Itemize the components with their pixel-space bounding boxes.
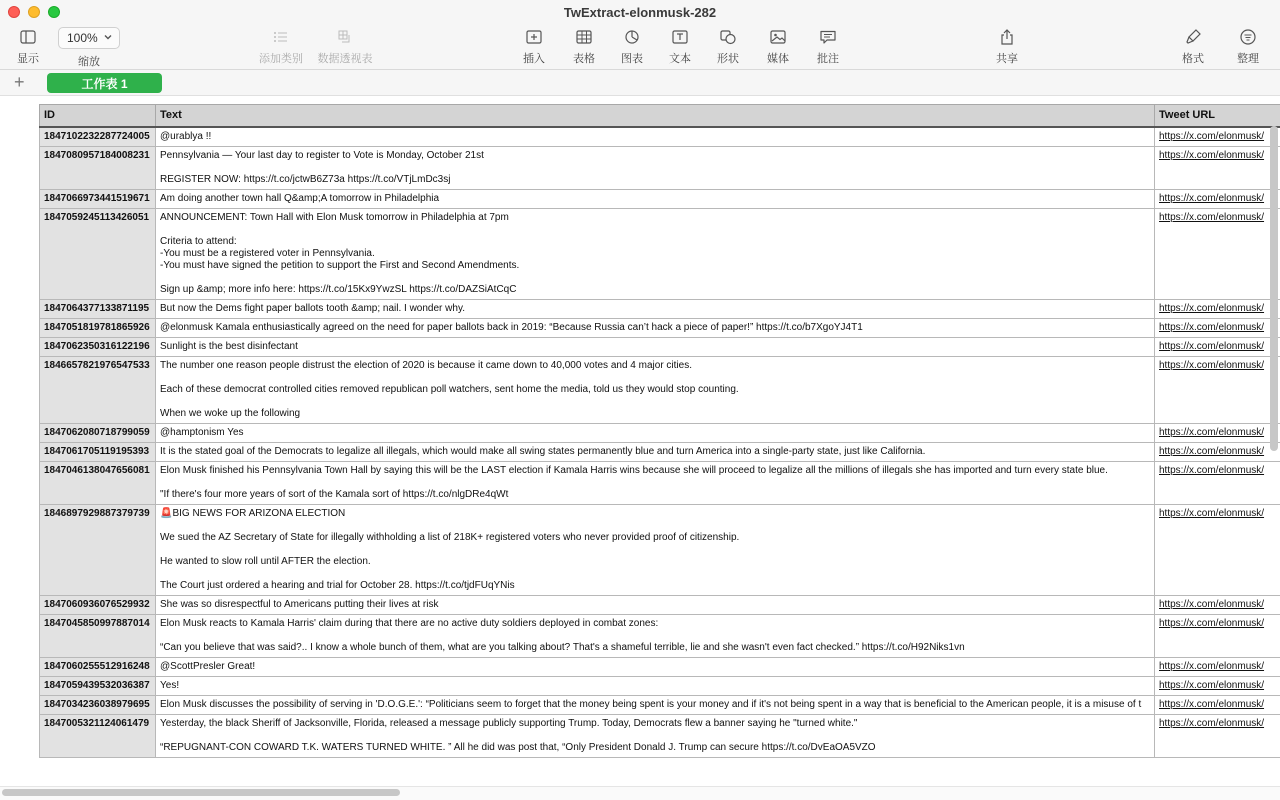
cell-text[interactable]: Yes! (156, 676, 1155, 695)
organize-button[interactable] (1234, 28, 1262, 68)
insert-button[interactable] (520, 28, 548, 68)
cell-id[interactable]: 1847066973441519671 (40, 189, 156, 208)
horizontal-scrollbar[interactable] (2, 789, 400, 796)
table-row (40, 695, 1280, 714)
add-sheet-button[interactable]: + (14, 72, 25, 92)
image-icon (767, 28, 789, 46)
cell-text[interactable]: Pennsylvania — Your last day to register to Vote is Monday, October 21st REGISTER NOW: https://t.co/jctwB6Z73a https://t.co/VTjLmDc3sj (156, 146, 1155, 189)
toolbar (0, 0, 1280, 70)
cell-url[interactable]: https://x.com/elonmusk/ (1155, 442, 1280, 461)
table-button[interactable] (570, 28, 598, 68)
table-row (40, 208, 1280, 299)
view-label: 显示 (17, 53, 39, 65)
header-url[interactable]: Tweet URL (1155, 105, 1280, 127)
cell-text[interactable]: @hamptonism Yes (156, 423, 1155, 442)
text-label: 文本 (669, 53, 691, 65)
comment-button[interactable] (814, 28, 842, 68)
header-text[interactable]: Text (156, 105, 1155, 127)
cell-url[interactable]: https://x.com/elonmusk/ (1155, 356, 1280, 423)
comment-icon (817, 28, 839, 46)
cell-url[interactable]: https://x.com/elonmusk/ (1155, 127, 1280, 147)
list-icon (270, 28, 292, 46)
text-box-icon (669, 28, 691, 46)
sheet-tab-bar (0, 70, 1280, 96)
cell-id[interactable]: 1847064377133871195 (40, 299, 156, 318)
table-row (40, 337, 1280, 356)
cell-id[interactable]: 1847060255512916248 (40, 657, 156, 676)
comment-label: 批注 (817, 53, 839, 65)
sidebar-icon (17, 28, 39, 46)
cell-id[interactable]: 1847102232287724005 (40, 127, 156, 147)
sheet-tab-1[interactable]: 工作表 1 (47, 73, 162, 93)
cell-url[interactable]: https://x.com/elonmusk/ (1155, 695, 1280, 714)
table-row (40, 299, 1280, 318)
cell-text[interactable]: It is the stated goal of the Democrats to legalize all illegals, which would make all swing states permanently blue and turn America into a single-party state, just like California. (156, 442, 1155, 461)
organize-icon (1237, 28, 1259, 46)
cell-text[interactable]: The number one reason people distrust the election of 2020 is because it came down to 40,000 votes and 4 major cities. Each of these democrat controlled cities removed republican poll watchers, sent home the media, told us they would stop counting. When we woke up the following (156, 356, 1155, 423)
table-row (40, 461, 1280, 504)
cell-text[interactable]: Yesterday, the black Sheriff of Jacksonville, Florida, released a message publicly supporting Trump. Today, Democrats flew a banner saying he "turned white." “REPUGNANT-CON COWARD T.K. WATERS TURNED WHITE. ” All he did was post that, “Only President Donald J. Trump can secure https://t.co/DvEaOA5VZO (156, 714, 1155, 757)
cell-id[interactable]: 1847062350316122196 (40, 337, 156, 356)
table-row (40, 127, 1280, 147)
table-row (40, 595, 1280, 614)
media-label: 媒体 (767, 53, 789, 65)
table-body (40, 127, 1280, 758)
table-row (40, 356, 1280, 423)
cell-url[interactable]: https://x.com/elonmusk/ (1155, 208, 1280, 299)
pivot-icon (334, 28, 356, 46)
table-icon (573, 28, 595, 46)
cell-text[interactable]: @elonmusk Kamala enthusiastically agreed on the need for paper ballots back in 2019: “Because Russia can’t hack a piece of paper!” https://t.co/b7XgoYJ4T1 (156, 318, 1155, 337)
shape-label: 形状 (717, 53, 739, 65)
share-button[interactable] (993, 28, 1021, 68)
cell-url[interactable]: https://x.com/elonmusk/ (1155, 595, 1280, 614)
table-label: 表格 (573, 53, 595, 65)
header-row (40, 105, 1280, 127)
table-row (40, 146, 1280, 189)
table-row (40, 657, 1280, 676)
format-button[interactable] (1179, 28, 1207, 68)
window-title: TwExtract-elonmusk-282 (563, 5, 717, 20)
table-row (40, 189, 1280, 208)
chevron-down-icon (103, 32, 113, 42)
insert-icon (523, 28, 545, 46)
table-row (40, 318, 1280, 337)
cell-text[interactable]: ANNOUNCEMENT: Town Hall with Elon Musk tomorrow in Philadelphia at 7pm Criteria to attend: -You must be a registered voter in Pennsylvania. -You must have signed the petition to support the First and Second Amendments. Sign up &amp; more info here: https://t.co/15Kx9YwzSL https://t.co/DAZSiAtCqC (156, 208, 1155, 299)
cell-text[interactable]: Elon Musk reacts to Kamala Harris' claim during that there are no active duty soldiers deployed in combat zones: “Can you believe that was said?.. I know a whole bunch of them, what are you talking about? That's a shameful terrible, lie and she wasn't even fact checked.” https://t.co/H92Niks1vn (156, 614, 1155, 657)
cell-id[interactable]: 1847059245113426051 (40, 208, 156, 299)
cell-id[interactable]: 1847045850997887014 (40, 614, 156, 657)
cell-url[interactable]: https://x.com/elonmusk/ (1155, 614, 1280, 657)
table-row (40, 614, 1280, 657)
pie-chart-icon (621, 28, 643, 46)
organize-label: 整理 (1237, 53, 1259, 65)
add-category-label: 添加类别 (259, 53, 303, 65)
cell-url[interactable]: https://x.com/elonmusk/ (1155, 676, 1280, 695)
chart-label: 图表 (621, 53, 643, 65)
table-row (40, 714, 1280, 757)
cell-url[interactable]: https://x.com/elonmusk/ (1155, 318, 1280, 337)
insert-label: 插入 (523, 53, 545, 65)
cell-text[interactable]: Elon Musk finished his Pennsylvania Town Hall by saying this will be the LAST election if Kamala Harris wins because she will proceed to legalize all the millions of illegals she has imported and turn every state blue. "If there's four more years of sort of the Kamala sort of https://t.co/nlgDRe4qWt (156, 461, 1155, 504)
media-button[interactable] (764, 28, 792, 68)
header-id[interactable]: ID (40, 105, 156, 127)
table-container (39, 104, 1280, 758)
text-button[interactable] (666, 28, 694, 68)
cell-text[interactable]: @ScottPresler Great! (156, 657, 1155, 676)
cell-text[interactable]: @urablya !! (156, 127, 1155, 147)
shape-button[interactable] (714, 28, 742, 68)
view-button[interactable] (14, 28, 42, 68)
cell-id[interactable]: 1847046138047656081 (40, 461, 156, 504)
cell-url[interactable]: https://x.com/elonmusk/ (1155, 299, 1280, 318)
data-table (39, 104, 1280, 758)
cell-id[interactable]: 1847051819781865926 (40, 318, 156, 337)
cell-url[interactable]: https://x.com/elonmusk/ (1155, 504, 1280, 595)
zoom-label: 缩放 (78, 56, 100, 68)
cell-text[interactable]: She was so disrespectful to Americans putting their lives at risk (156, 595, 1155, 614)
cell-text[interactable]: But now the Dems fight paper ballots tooth &amp; nail. I wonder why. (156, 299, 1155, 318)
cell-id[interactable]: 1847060936076529932 (40, 595, 156, 614)
paintbrush-icon (1182, 28, 1204, 46)
chart-button[interactable] (618, 28, 646, 68)
cell-id[interactable]: 1847005321124061479 (40, 714, 156, 757)
pivot-table-label: 数据透视表 (317, 53, 373, 65)
cell-url[interactable]: https://x.com/elonmusk/ (1155, 189, 1280, 208)
cell-text[interactable]: 🚨BIG NEWS FOR ARIZONA ELECTION We sued the AZ Secretary of State for illegally withholding a list of 218K+ registered voters who never provided proof of citizenship. He wanted to slow roll until AFTER the election. The Court just ordered a hearing and trial for October 28. https://t.co/tjdFUqYNis (156, 504, 1155, 595)
cell-url[interactable]: https://x.com/elonmusk/ (1155, 337, 1280, 356)
cell-id[interactable]: 1847062080718799059 (40, 423, 156, 442)
cell-text[interactable]: Elon Musk discusses the possibility of serving in 'D.O.G.E.': “Politicians seem to forget that the money being spent is your money and if it's not being spent in a way that is beneficial to the American people, it is a misuse of t (156, 695, 1155, 714)
cell-id[interactable]: 1846897929887379739 (40, 504, 156, 595)
table-row (40, 442, 1280, 461)
table-row (40, 504, 1280, 595)
zoom-value: 100% (67, 31, 98, 45)
shape-icon (717, 28, 739, 46)
add-category-button[interactable] (258, 28, 304, 68)
cell-id[interactable]: 1847080957184008231 (40, 146, 156, 189)
vertical-scrollbar[interactable] (1270, 126, 1278, 451)
format-label: 格式 (1182, 53, 1204, 65)
cell-text[interactable]: Am doing another town hall Q&amp;A tomorrow in Philadelphia (156, 189, 1155, 208)
cell-url[interactable]: https://x.com/elonmusk/ (1155, 461, 1280, 504)
table-row (40, 423, 1280, 442)
share-label: 共享 (996, 53, 1018, 65)
pivot-table-button[interactable] (316, 28, 374, 68)
table-row (40, 676, 1280, 695)
cell-url[interactable]: https://x.com/elonmusk/ (1155, 657, 1280, 676)
cell-id[interactable]: 1847061705119195393 (40, 442, 156, 461)
cell-url[interactable]: https://x.com/elonmusk/ (1155, 146, 1280, 189)
cell-url[interactable]: https://x.com/elonmusk/ (1155, 423, 1280, 442)
zoom-select[interactable] (58, 27, 120, 49)
cell-text[interactable]: Sunlight is the best disinfectant (156, 337, 1155, 356)
cell-id[interactable]: 1846657821976547533 (40, 356, 156, 423)
sheet-canvas (0, 96, 1280, 786)
share-icon (996, 28, 1018, 46)
cell-url[interactable]: https://x.com/elonmusk/ (1155, 714, 1280, 757)
cell-id[interactable]: 1847059439532036387 (40, 676, 156, 695)
cell-id[interactable]: 1847034236038979695 (40, 695, 156, 714)
